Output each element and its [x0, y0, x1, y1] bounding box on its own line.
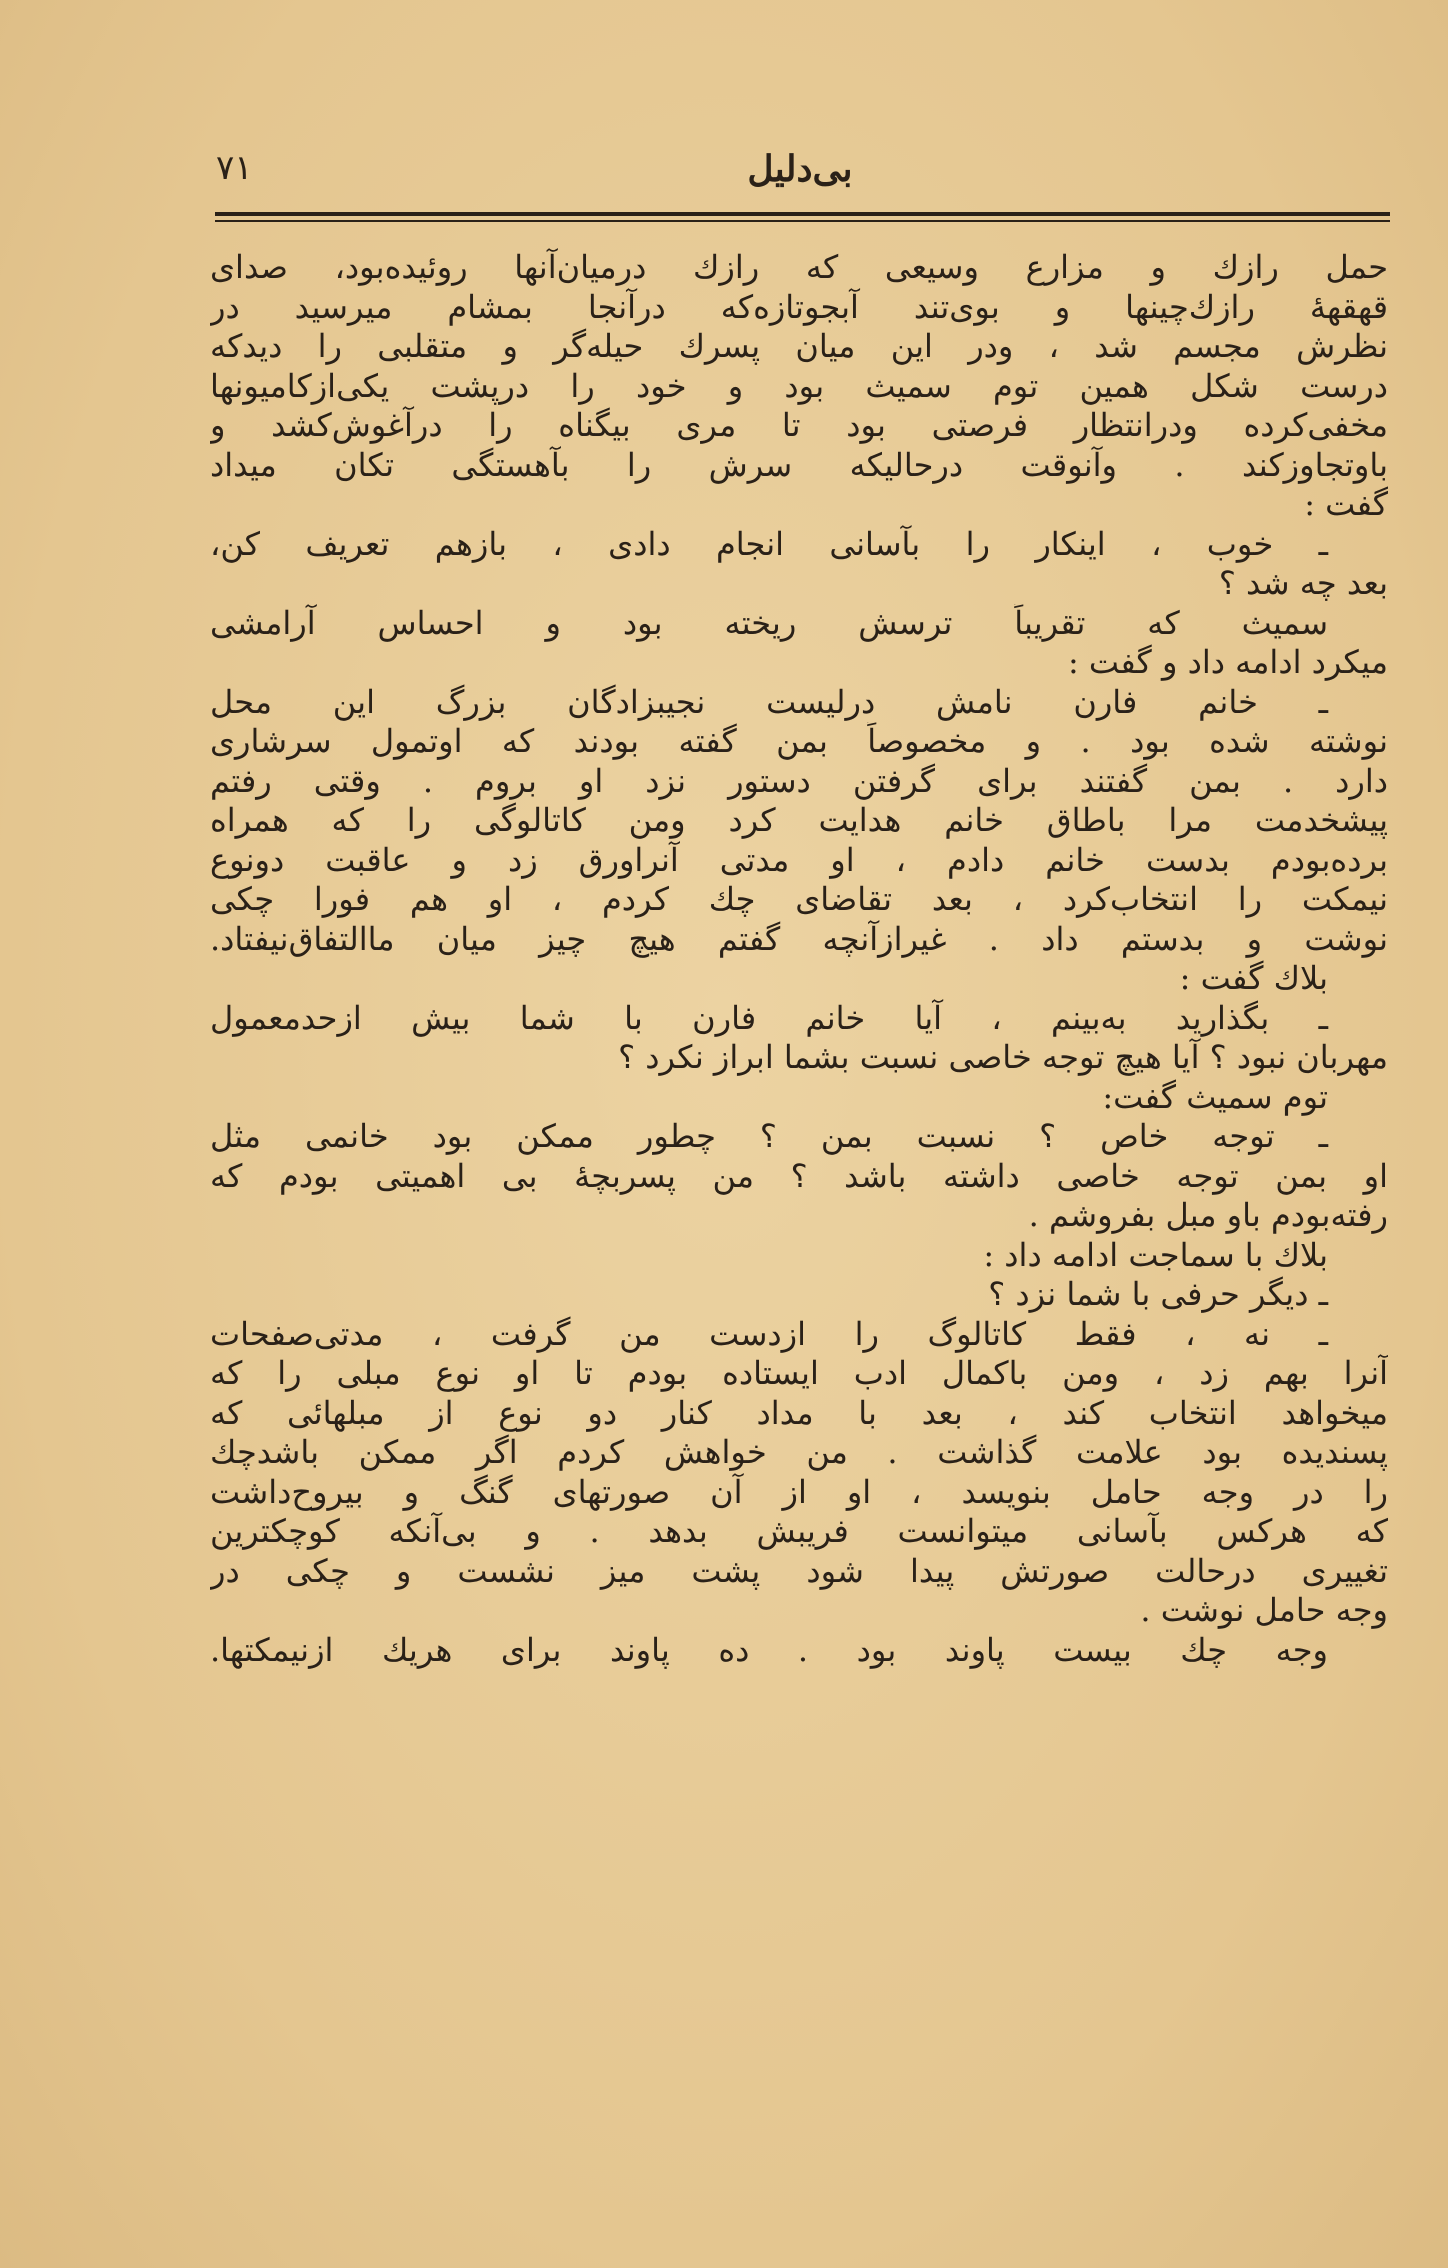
- text-line: درست شکل همین توم سمیث بود و خود را درپشت یکی‌ازکامیونها: [210, 366, 1388, 405]
- text-line: ـ توجه خاص ؟ نسبت بمن ؟ چطور ممکن بود خانمی مثل: [210, 1117, 1329, 1155]
- text-line: مخفی‌کرده ودرانتظار فرصتی بود تا مری بیگناه را درآغوش‌کشد و: [210, 406, 1388, 444]
- text-line: تغییری درحالت صورتش پیدا شود پشت میز نشست و چکی در: [210, 1551, 1388, 1590]
- header-rule-thick: [215, 212, 1390, 216]
- text-line: میخواهد انتخاب کند ، بعد با مداد کنار دو نوع از مبلهائی که: [210, 1393, 1388, 1432]
- text-line: نظرش مجسم شد ، ودر این میان پسرك حیله‌گر و متقلبی را دیدکه: [210, 327, 1388, 365]
- text-line: رفته‌بودم باو مبل بفروشم .: [1028, 1196, 1388, 1234]
- text-line: او بمن توجه خاصی داشته باشد ؟ من پسربچهٔ بی اهمیتی بودم که: [210, 1156, 1388, 1195]
- text-line: بلاك با سماجت ادامه داد :: [983, 1235, 1328, 1274]
- text-line: ـ دیگر حرفی با شما نزد ؟: [988, 1275, 1328, 1313]
- running-title: بی‌دلیل: [747, 148, 853, 190]
- page-number: ۷۱: [216, 148, 253, 188]
- text-line: وجه چك بیست پاوند بود . ده پاوند برای هریك ازنیمکتها.: [210, 1630, 1328, 1669]
- text-line: که هرکس بآسانی میتوانست فریبش بدهد . و بی‌آنکه کوچکترین: [210, 1512, 1388, 1550]
- text-line: را در وجه حامل بنویسد ، او از آن صورتهای گنگ و بیروح‌داشت: [210, 1472, 1388, 1511]
- text-line: برده‌بودم بدست خانم دادم ، او مدتی آنراورق زد و عاقبت دونوع: [210, 840, 1388, 879]
- text-line: قهقههٔ رازك‌چینها و بوی‌تند آبجوتازه‌که درآنجا بمشام میرسید در: [210, 287, 1388, 326]
- text-line: پیشخدمت مرا باطاق خانم هدایت کرد ومن کاتالوگی را که همراه: [210, 801, 1388, 839]
- text-line: نوشته شده بود . و مخصوصاً بمن گفته بودند که اوتمول سرشاری: [210, 722, 1388, 760]
- text-line: ـ خوب ، اینکار را بآسانی انجام دادی ، بازهم تعریف کن،: [210, 524, 1328, 563]
- text-line: توم سمیث گفت:: [1102, 1077, 1328, 1116]
- text-line: آنرا بهم زد ، ومن باکمال ادب ایستاده بودم تا او نوع مبلی را که: [210, 1354, 1388, 1392]
- text-line: ـ بگذارید به‌بینم ، آیا خانم فارن با شما بیش ازحدمعمول: [210, 998, 1328, 1037]
- page-header: [210, 148, 1390, 208]
- text-line: ـ نه ، فقط کاتالوگ را ازدست من گرفت ، مدتی‌صفحات: [210, 1314, 1329, 1353]
- text-line: مهربان نبود ؟ آیا هیچ توجه خاصی نسبت بشما ابراز نکرد ؟: [618, 1038, 1388, 1076]
- header-rule-thin: [215, 220, 1390, 222]
- text-line: نوشت و بدستم داد . غیرازآنچه گفتم هیچ چیز میان ماالتفاق‌نیفتاد.: [210, 919, 1388, 958]
- text-line: دارد . بمن گفتند برای گرفتن دستور نزد او بروم . وقتی رفتم: [210, 761, 1388, 800]
- text-line: وجه حامل نوشت .: [1140, 1591, 1388, 1629]
- text-line: بعد چه شد ؟: [1218, 564, 1388, 602]
- text-line: گفت :: [1304, 485, 1388, 523]
- text-line: ـ خانم فارن نامش درلیست نجیبزادگان بزرگ این محل: [210, 682, 1328, 721]
- text-line: سمیث که تقریباً ترسش ریخته بود و احساس آرامشی: [210, 603, 1328, 642]
- text-line: حمل رازك و مزارع وسیعی که رازك درمیان‌آنها روئیده‌بود، صدای: [210, 248, 1388, 286]
- text-line: میکرد ادامه داد و گفت :: [1067, 643, 1388, 681]
- text-line: پسندیده بود علامت گذاشت . من خواهش کردم اگر ممکن باشدچك: [210, 1433, 1388, 1471]
- text-line: بلاك گفت :: [1179, 959, 1328, 997]
- text-line: باوتجاوزکند . وآنوقت درحالیکه سرش را بآهستگی تکان میداد: [210, 445, 1388, 484]
- body-text: [210, 248, 1388, 1670]
- text-line: نیمکت را انتخاب‌کرد ، بعد تقاضای چك کردم ، او هم فورا چکی: [210, 880, 1388, 918]
